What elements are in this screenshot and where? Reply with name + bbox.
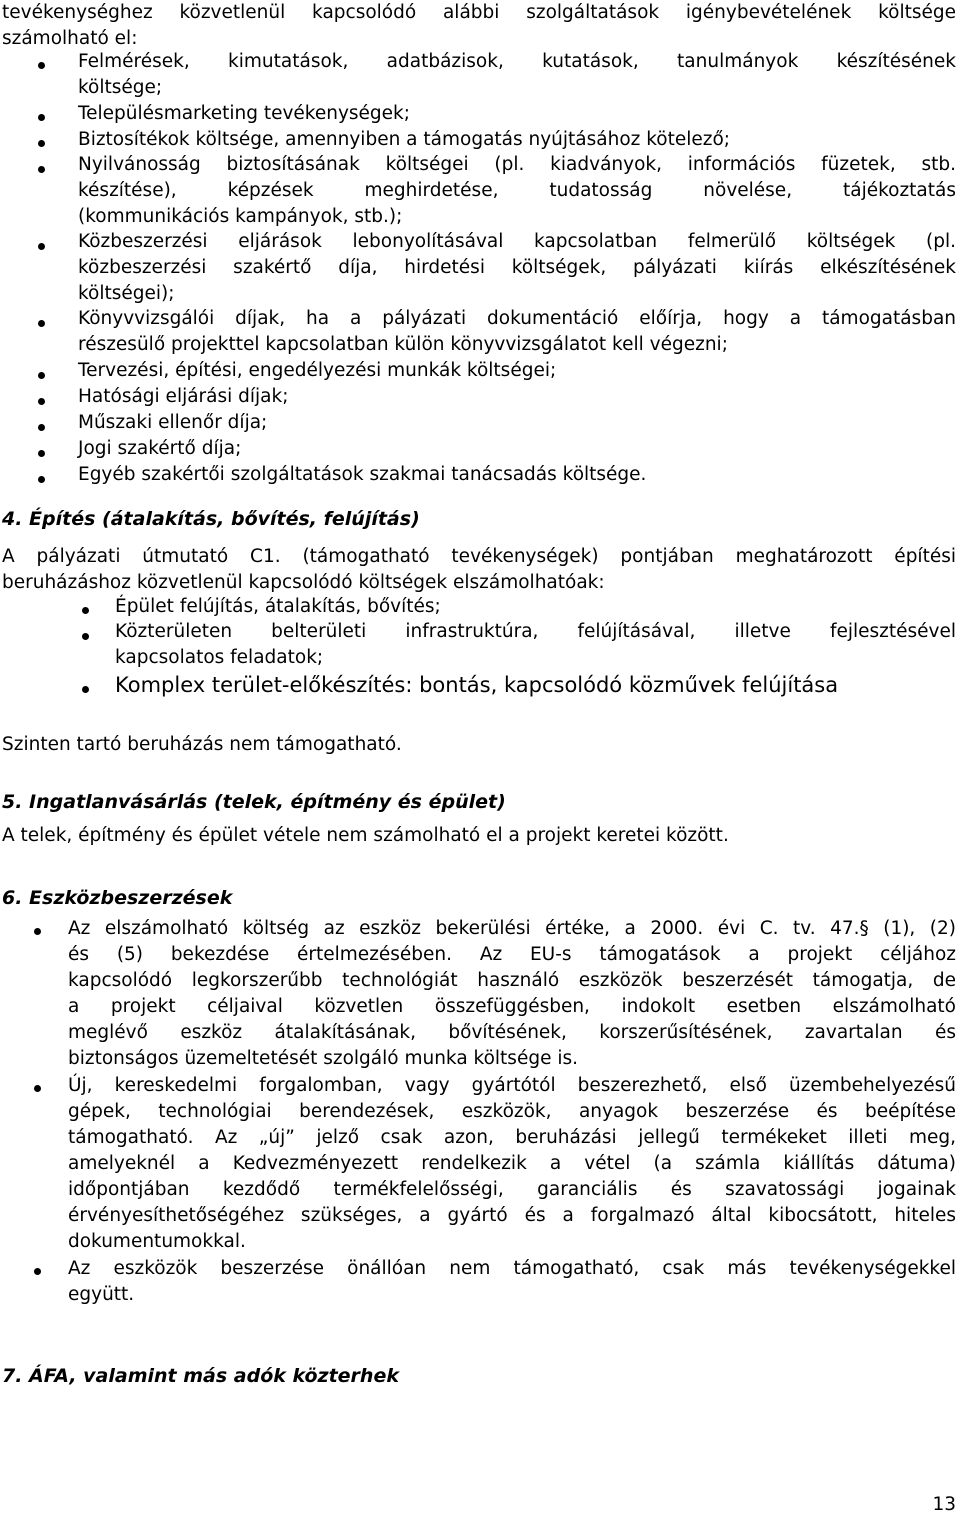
bullet-icon	[82, 633, 92, 643]
list-item	[115, 671, 956, 699]
list-item-line: időpontjában kezdődő termékfelelősségi, garanciális és szavatossági jogainak	[68, 1179, 956, 1200]
bullet-icon	[38, 450, 48, 460]
list-item	[78, 229, 956, 307]
list-item	[68, 1256, 956, 1308]
list-item	[78, 384, 956, 410]
bullet-icon	[34, 1268, 44, 1278]
list-item-line: gépek, technológiai berendezések, eszközök, anyagok beszerzése és beépítése	[68, 1101, 956, 1122]
list-item-line: Hatósági eljárási díjak;	[78, 386, 289, 407]
bullet-icon	[38, 372, 48, 382]
list-item-line: kapcsolatos feladatok;	[115, 647, 324, 668]
list-item-line: kapcsolódó legkorszerűbb technológiát használó eszközök beszerzését támogatja, de	[68, 970, 956, 991]
intro-line: számolható el:	[2, 28, 138, 49]
list-item-line: Az elszámolható költség az eszköz bekerülési értéke, a 2000. évi C. tv. 47.§ (1), (2)	[68, 918, 956, 939]
list-item-line: meglévő eszköz átalakításának, bővítésének, korszerűsítésének, zavartalan és	[68, 1022, 956, 1043]
bullet-icon	[34, 1085, 44, 1095]
list-item-line: együtt.	[68, 1284, 135, 1305]
list-item-line: amelyeknél a Kedvezményezett rendelkezik a vétel (a számla kiállítás dátuma)	[68, 1153, 956, 1174]
paragraph-line: beruházáshoz közvetlenül kapcsolódó költségek elszámolhatóak:	[2, 572, 605, 593]
list-item-line: támogatható. Az „új” jelző csak azon, beruházási jellegű termékeket illeti meg,	[68, 1127, 956, 1148]
list-item-line: költségei);	[78, 283, 175, 304]
section-heading-5	[2, 789, 506, 815]
list-item-line: Nyilvánosság biztosításának költségei (pl. kiadványok, információs füzetek, stb.	[78, 154, 956, 175]
list-item	[78, 462, 956, 488]
list-item	[68, 1073, 956, 1255]
list-item-line: Tervezési, építési, engedélyezési munkák költségei;	[78, 360, 557, 381]
bullet-icon	[34, 928, 44, 938]
list-item	[115, 594, 956, 620]
paragraph-line: A pályázati útmutató C1. (támogatható tevékenységek) pontjában meghatározott építési	[2, 546, 956, 567]
list-item-line: Épület felújítás, átalakítás, bővítés;	[115, 596, 441, 617]
list-item	[78, 410, 956, 436]
list-item	[78, 152, 956, 230]
section-heading-6: 6. Eszközbeszerzések	[2, 887, 233, 909]
list-item-line: dokumentumokkal.	[68, 1231, 246, 1252]
list-item-line: biztonságos üzemeltetését szolgáló munka költsége is.	[68, 1048, 578, 1069]
list-item-line: készítése), képzések meghirdetése, tudatosság növelése, tájékoztatás	[78, 180, 956, 201]
list-item-line: Új, kereskedelmi forgalomban, vagy gyártótól beszerezhető, első üzembehelyezésű	[68, 1075, 956, 1096]
section-heading-7: 7. ÁFA, valamint más adók közterhek	[2, 1365, 399, 1387]
bullet-icon	[82, 686, 92, 696]
bullet-icon	[38, 140, 48, 150]
page-number: 13	[932, 1494, 956, 1515]
intro-paragraph	[2, 0, 956, 52]
list-item-line: Településmarketing tevékenységek;	[78, 103, 410, 124]
list-item	[78, 101, 956, 127]
list-item	[78, 49, 956, 101]
bullet-icon	[38, 476, 48, 486]
bullet-icon	[38, 114, 48, 124]
bullet-icon	[38, 62, 48, 72]
list-item-line: érvényesíthetőségéhez szükséges, a gyártó és a forgalmazó által kibocsátott, hiteles	[68, 1205, 956, 1226]
list-item-line: a projekt céljaival közvetlen összefüggésben, indokolt esetben elszámolható	[68, 996, 956, 1017]
bullet-icon	[38, 243, 48, 253]
list-item	[78, 358, 956, 384]
list-item-line: Közbeszerzési eljárások lebonyolításával kapcsolatban felmerülő költségek (pl.	[78, 231, 956, 252]
list-item-line: Az eszközök beszerzése önállóan nem támogatható, csak más tevékenységekkel	[68, 1258, 956, 1279]
list-item	[78, 436, 956, 462]
list-item	[68, 916, 956, 1072]
list-item-line: Felmérések, kimutatások, adatbázisok, kutatások, tanulmányok készítésének	[78, 51, 956, 72]
section5-paragraph: A telek, építmény és épület vétele nem számolható el a projekt keretei között.	[2, 825, 729, 846]
list-item-line: Komplex terület-előkészítés: bontás, kapcsolódó közművek felújítása	[115, 673, 839, 697]
bullet-icon	[38, 424, 48, 434]
bullet-icon	[82, 607, 92, 617]
list-item-line: Egyéb szakértői szolgáltatások szakmai tanácsadás költsége.	[78, 464, 647, 485]
bullet-icon	[38, 320, 48, 330]
list-item-line: részesülő projekttel kapcsolatban külön könyvvizsgálatot kell végezni;	[78, 334, 728, 355]
list-item-line: (kommunikációs kampányok, stb.);	[78, 206, 403, 227]
list-item	[78, 306, 956, 358]
heading-text: 5. Ingatlanvásárlás (telek, építmény és épület)	[2, 791, 506, 813]
intro-line: tevékenységhez közvetlenül kapcsolódó alábbi szolgáltatások igénybevételének költsége	[2, 2, 956, 23]
list-item-line: Közterületen belterületi infrastruktúra, felújításával, illetve fejlesztésével	[115, 621, 956, 642]
section4-note: Szinten tartó beruházás nem támogatható.	[2, 734, 402, 755]
section-heading-4: 4. Építés (átalakítás, bővítés, felújítás)	[2, 508, 420, 530]
list-item-line: Biztosítékok költsége, amennyiben a támogatás nyújtásához kötelező;	[78, 129, 731, 150]
list-item-line: és (5) bekezdése értelmezésében. Az EU-s támogatások a projekt céljához	[68, 944, 956, 965]
list-item-line: Jogi szakértő díja;	[78, 438, 242, 459]
section4-paragraph	[2, 544, 956, 596]
list-item-line: Műszaki ellenőr díja;	[78, 412, 268, 433]
list-item-line: Könyvvizsgálói díjak, ha a pályázati dokumentáció előírja, hogy a támogatásban	[78, 308, 956, 329]
bullet-icon	[38, 398, 48, 408]
list-item-line: közbeszerzési szakértő díja, hirdetési költségek, pályázati kiírás elkészítésének	[78, 257, 956, 278]
bullet-icon	[38, 166, 48, 176]
list-item-line: költsége;	[78, 77, 163, 98]
list-item	[115, 619, 956, 671]
list-item	[78, 127, 956, 153]
